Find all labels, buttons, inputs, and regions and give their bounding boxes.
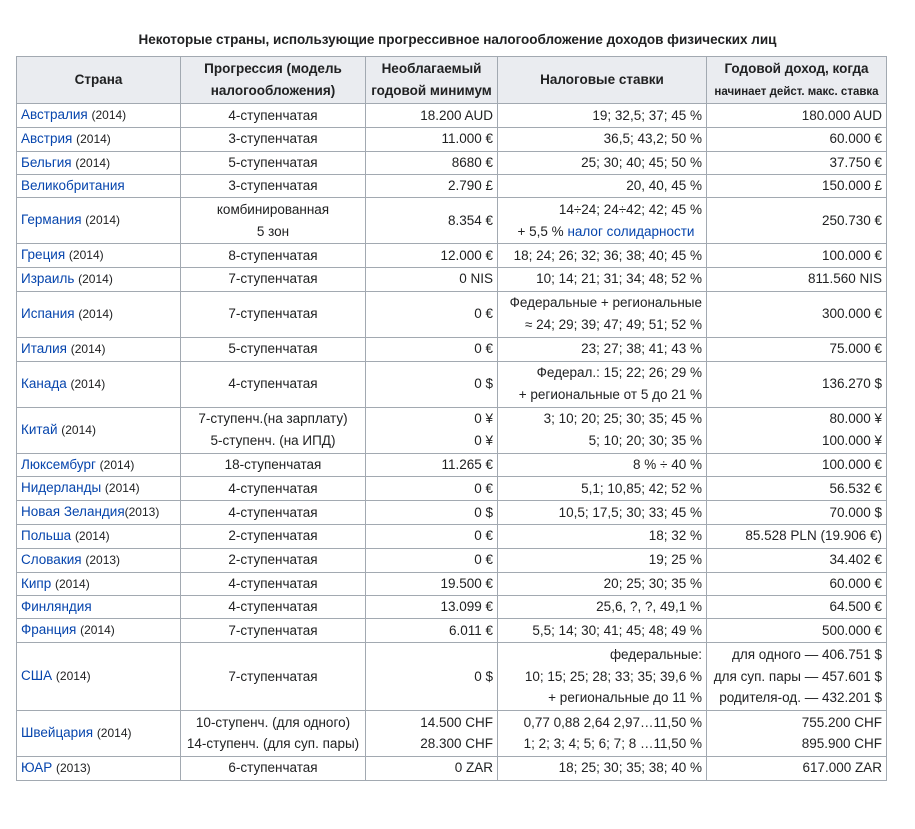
table-row: [17, 572, 887, 596]
rates-cell-line: 5; 10; 20; 30; 35 %: [588, 433, 702, 449]
minimum-cell-line: 0 ¥: [474, 411, 493, 427]
progression-cell-line: 2-ступенчатая: [228, 552, 318, 568]
minimum-cell: [366, 596, 498, 619]
country-cell: [17, 407, 181, 453]
year-label: (2014): [96, 726, 132, 741]
income-cell: [707, 104, 887, 128]
income-cell-line: 64.500 €: [829, 599, 882, 615]
rates-cell-line: ≈ 24; 29; 39; 47; 49; 51; 52 %: [524, 317, 702, 333]
year-label: (2014): [75, 155, 111, 170]
income-cell: [707, 710, 887, 756]
table-row: [17, 198, 887, 244]
minimum-cell-line: 0 €: [474, 528, 493, 544]
table-row: [17, 244, 887, 268]
income-cell-line: для одного — 406.751 $: [731, 646, 882, 662]
income-cell-line: 895.900 CHF: [801, 736, 882, 752]
country-link[interactable]: ЮАР: [21, 759, 53, 775]
income-cell: [707, 642, 887, 710]
table-row: [17, 337, 887, 361]
rates-cell: [498, 596, 707, 619]
header-progression[interactable]: Прогрессия (модель налогообложения): [181, 57, 366, 104]
country-link[interactable]: Германия: [21, 212, 82, 228]
table-row: [17, 524, 887, 548]
progression-cell: [181, 127, 366, 151]
rates-cell: [498, 548, 707, 572]
country-cell: [17, 501, 181, 525]
minimum-cell-line: 19.500 €: [440, 576, 493, 592]
rates-cell-line: 19; 32,5; 37; 45 %: [592, 107, 702, 123]
table-caption: Некоторые страны, использующие прогрессивное налогообложение доходов физических лиц: [138, 32, 777, 47]
rates-cell: [498, 267, 707, 291]
progression-cell-line: 3-ступенчатая: [228, 178, 318, 194]
table-row: [17, 756, 887, 780]
progression-cell-line: 4-ступенчатая: [228, 480, 318, 496]
income-cell-line: 755.200 CHF: [801, 714, 882, 730]
year-label: (2014): [68, 248, 104, 263]
progression-cell: [181, 104, 366, 128]
minimum-cell-line: 0 €: [474, 552, 493, 568]
country-cell: [17, 548, 181, 572]
minimum-cell-line: 0 NIS: [459, 271, 493, 287]
minimum-cell-line: 0 €: [474, 306, 493, 322]
rates-cell-line: 10,5; 17,5; 30; 33; 45 %: [558, 504, 702, 520]
income-cell-line: 70.000 $: [829, 504, 882, 520]
rates-cell-line: 25; 30; 40; 45; 50 %: [581, 155, 702, 171]
year-label: (2014): [74, 528, 110, 543]
minimum-cell: [366, 548, 498, 572]
rates-cell-line: + региональные от 5 до 21 %: [518, 387, 702, 403]
table-row: [17, 619, 887, 643]
progression-cell-line: 7-ступенчатая: [228, 271, 318, 287]
year-label: (2014): [70, 376, 106, 391]
country-link[interactable]: Китай: [21, 421, 58, 437]
minimum-cell: [366, 267, 498, 291]
income-cell-line: 180.000 AUD: [801, 107, 882, 123]
table-row: [17, 501, 887, 525]
minimum-cell: [366, 104, 498, 128]
rates-cell-line: 5,5; 14; 30; 41; 45; 48; 49 %: [532, 622, 702, 638]
progression-cell: [181, 267, 366, 291]
minimum-cell-line: 0 ¥: [474, 433, 493, 449]
progression-cell-line: 3-ступенчатая: [228, 131, 318, 147]
progression-cell-line: 7-ступенчатая: [228, 306, 318, 322]
progression-cell: [181, 407, 366, 453]
rates-cell: [498, 619, 707, 643]
rates-cell-line: 5,1; 10,85; 42; 52 %: [581, 480, 702, 496]
minimum-cell-line: 8.354 €: [447, 212, 493, 228]
rates-cell-line: 18; 32 %: [648, 528, 702, 544]
country-link[interactable]: Новая Зеландия: [21, 504, 125, 520]
income-cell-line: 75.000 €: [829, 341, 882, 357]
income-cell: [707, 596, 887, 619]
minimum-cell-line: 11.265 €: [441, 457, 493, 473]
income-cell: [707, 198, 887, 244]
income-cell: [707, 151, 887, 175]
header-rates[interactable]: Налоговые ставки: [498, 57, 707, 104]
table-row: [17, 151, 887, 175]
income-cell-line: 56.532 €: [829, 480, 882, 496]
progression-cell-line: 5 зон: [256, 223, 290, 239]
minimum-cell-line: 2.790 £: [447, 178, 493, 194]
header-row: [17, 57, 887, 104]
progression-cell-line: 4-ступенчатая: [228, 504, 318, 520]
country-link[interactable]: Австрия: [21, 130, 73, 146]
table-row: [17, 407, 887, 453]
country-cell: [17, 151, 181, 175]
rates-cell-line: 3; 10; 20; 25; 30; 35; 45 %: [543, 411, 702, 427]
progression-cell: [181, 619, 366, 643]
country-cell: [17, 453, 181, 477]
progression-cell: [181, 151, 366, 175]
table-row: [17, 477, 887, 501]
year-label: (2014): [70, 341, 106, 356]
minimum-cell-line: 18.200 AUD: [420, 107, 493, 123]
rates-cell-line: 18; 25; 30; 35; 38; 40 %: [558, 760, 702, 776]
table-row: [17, 291, 887, 337]
progression-cell-line: 14-ступенч. (для суп. пары): [186, 736, 360, 752]
minimum-cell-line: 0 $: [474, 668, 493, 684]
income-cell-line: 100.000 ¥: [821, 433, 882, 449]
table-row: [17, 642, 887, 710]
progression-cell: [181, 477, 366, 501]
country-link[interactable]: США: [21, 668, 53, 684]
minimum-cell-line: 0 €: [474, 480, 493, 496]
rates-cell: [498, 477, 707, 501]
rates-cell: [498, 361, 707, 407]
rates-cell: [498, 244, 707, 268]
rates-cell: [498, 175, 707, 198]
progression-cell: [181, 337, 366, 361]
rates-cell-line: 8 % ÷ 40 %: [633, 457, 702, 473]
income-cell-line: 500.000 €: [821, 622, 882, 638]
country-cell: [17, 524, 181, 548]
income-cell-line: 300.000 €: [821, 306, 882, 322]
minimum-cell: [366, 524, 498, 548]
country-cell: [17, 642, 181, 710]
progression-cell-line: 4-ступенчатая: [228, 376, 318, 392]
minimum-cell-line: 11.000 €: [441, 131, 493, 147]
minimum-cell-line: 12.000 €: [440, 247, 493, 263]
country-link[interactable]: Люксембург: [21, 456, 96, 472]
rates-cell: [498, 104, 707, 128]
progression-cell: [181, 524, 366, 548]
minimum-cell: [366, 244, 498, 268]
country-cell: [17, 477, 181, 501]
progression-cell-line: 7-ступенч.(на зарплату): [198, 411, 348, 427]
year-label: (2014): [80, 623, 115, 638]
income-cell-line: 34.402 €: [829, 552, 882, 568]
rates-cell-line: 36,5; 43,2; 50 %: [603, 131, 702, 147]
income-cell: [707, 477, 887, 501]
progression-cell: [181, 756, 366, 780]
minimum-cell: [366, 127, 498, 151]
progression-cell-line: комбинированная: [216, 201, 330, 217]
minimum-cell: [366, 756, 498, 780]
year-label: (2014): [91, 108, 127, 122]
rates-cell-line: 1; 2; 3; 4; 5; 6; 7; 8 …11,50 %: [523, 736, 702, 752]
rates-cell-line: 0,77 0,88 2,64 2,97…11,50 %: [523, 714, 702, 730]
rates-extra-prefix: + 5,5 %: [517, 223, 568, 239]
minimum-cell: [366, 642, 498, 710]
minimum-cell: [366, 175, 498, 198]
year-label: (2014): [76, 131, 111, 146]
minimum-cell: [366, 572, 498, 596]
header-country[interactable]: Страна: [17, 57, 181, 104]
country-link[interactable]: Испания: [21, 305, 75, 321]
progression-cell: [181, 291, 366, 337]
minimum-cell-line: 13.099 €: [440, 599, 493, 615]
country-link[interactable]: Канада: [21, 375, 67, 391]
row-separator: [130, 146, 168, 148]
rates-cell: [498, 127, 707, 151]
minimum-cell-line: 0 ZAR: [454, 760, 493, 776]
rates-cell-line: 10; 15; 25; 28; 33; 35; 39,6 %: [524, 668, 702, 684]
rates-cell-line: + региональные до 11 %: [548, 690, 702, 706]
rates-cell: [498, 572, 707, 596]
country-cell: [17, 175, 181, 198]
table-row: [17, 104, 887, 128]
rates-cell: [498, 524, 707, 548]
progression-cell: [181, 361, 366, 407]
progression-cell: [181, 453, 366, 477]
progression-cell-line: 5-ступенчатая: [228, 155, 318, 171]
country-cell: [17, 619, 181, 643]
income-cell: [707, 524, 887, 548]
header-income[interactable]: Годовой доход, когда начинает дейст. макс. ставка: [707, 57, 887, 104]
country-cell: [17, 596, 181, 619]
minimum-cell-line: 28.300 CHF: [420, 736, 493, 752]
header-minimum[interactable]: Необлагаемый годовой минимум: [366, 57, 498, 104]
rates-cell: [498, 710, 707, 756]
country-cell: [17, 104, 181, 128]
country-link[interactable]: Финляндия: [21, 599, 92, 615]
year-label: (2013): [124, 505, 160, 520]
income-cell: [707, 361, 887, 407]
rates-cell: [498, 642, 707, 710]
table-row: [17, 710, 887, 756]
rates-cell: [498, 337, 707, 361]
minimum-cell: [366, 151, 498, 175]
rates-cell-line: 25,6, ?, ?, 49,1 %: [596, 599, 702, 615]
table-row: [17, 175, 887, 198]
minimum-cell-line: 14.500 CHF: [420, 714, 493, 730]
year-label: (2014): [61, 422, 96, 437]
minimum-cell: [366, 291, 498, 337]
income-cell: [707, 453, 887, 477]
minimum-cell: [366, 619, 498, 643]
income-cell-line: 60.000 €: [829, 131, 882, 147]
table-row: [17, 361, 887, 407]
rates-cell: [498, 756, 707, 780]
income-cell-line: для суп. пары — 457.601 $: [713, 668, 882, 684]
country-link[interactable]: Польша: [21, 527, 72, 543]
country-link[interactable]: Греция: [21, 247, 66, 263]
minimum-cell-line: 8680 €: [451, 155, 493, 171]
income-cell-line: 60.000 €: [829, 576, 882, 592]
rates-cell-line: Федеральные + региональные: [509, 295, 702, 311]
country-link[interactable]: Кипр: [21, 575, 52, 591]
year-label: (2014): [99, 457, 135, 472]
income-cell-line: 100.000 €: [821, 457, 882, 473]
progression-cell: [181, 175, 366, 198]
minimum-cell-line: 6.011 €: [448, 622, 493, 638]
income-cell: [707, 267, 887, 291]
progression-cell: [181, 244, 366, 268]
progression-cell: [181, 596, 366, 619]
income-cell-line: 37.750 €: [829, 155, 882, 171]
rates-cell-line: 20; 25; 30; 35 %: [603, 576, 702, 592]
country-cell: [17, 244, 181, 268]
table-row: [17, 596, 887, 619]
income-cell-line: 250.730 €: [821, 212, 882, 228]
country-cell: [17, 198, 181, 244]
year-label: (2014): [78, 306, 114, 321]
income-cell: [707, 244, 887, 268]
income-cell: [707, 572, 887, 596]
rates-cell-line: 19; 25 %: [648, 552, 702, 568]
country-cell: [17, 361, 181, 407]
progression-cell-line: 6-ступенчатая: [228, 760, 318, 776]
minimum-cell: [366, 501, 498, 525]
table-row: [17, 453, 887, 477]
country-link[interactable]: Австралия: [21, 107, 88, 122]
tax-table: [16, 56, 887, 781]
minimum-cell: [366, 477, 498, 501]
income-cell: [707, 407, 887, 453]
income-cell: [707, 175, 887, 198]
income-cell: [707, 501, 887, 525]
rates-cell-line: 20, 40, 45 %: [626, 178, 702, 194]
progression-cell-line: 8-ступенчатая: [228, 247, 318, 263]
rates-cell: [498, 453, 707, 477]
minimum-cell: [366, 407, 498, 453]
progression-cell-line: 5-ступенчатая: [228, 341, 318, 357]
progression-cell-line: 7-ступенчатая: [228, 622, 318, 638]
country-link[interactable]: Словакия: [21, 551, 82, 567]
income-cell: [707, 619, 887, 643]
year-label: (2014): [85, 213, 120, 228]
minimum-cell: [366, 361, 498, 407]
year-label: (2013): [55, 760, 91, 775]
rates-cell: [498, 198, 707, 244]
country-link[interactable]: Великобритания: [21, 178, 125, 194]
income-cell-line: 80.000 ¥: [829, 411, 882, 427]
minimum-cell-line: 0 €: [474, 341, 493, 357]
progression-cell-line: 4-ступенчатая: [228, 576, 318, 592]
country-link[interactable]: Нидерланды: [21, 480, 102, 496]
country-link[interactable]: Франция: [21, 622, 77, 638]
minimum-cell: [366, 337, 498, 361]
minimum-cell: [366, 198, 498, 244]
progression-cell: [181, 198, 366, 244]
rates-cell-line: 18; 24; 26; 32; 36; 38; 40; 45 %: [513, 247, 702, 263]
income-cell-line: родителя-од. — 432.201 $: [719, 690, 882, 706]
country-cell: [17, 710, 181, 756]
table-row: [17, 267, 887, 291]
rates-cell-line: федеральные:: [609, 646, 702, 662]
income-cell: [707, 291, 887, 337]
progression-cell-line: 10-ступенч. (для одного): [195, 714, 351, 730]
country-cell: [17, 291, 181, 337]
rates-cell-line: 10; 14; 21; 31; 34; 48; 52 %: [536, 271, 702, 287]
progression-cell: [181, 548, 366, 572]
progression-cell-line: 7-ступенчатая: [228, 668, 318, 684]
rates-cell-line: Федерал.: 15; 22; 26; 29 %: [536, 365, 702, 381]
progression-cell: [181, 642, 366, 710]
income-cell: [707, 756, 887, 780]
progression-cell-line: 2-ступенчатая: [228, 528, 318, 544]
rates-cell: [498, 407, 707, 453]
progression-cell-line: 5-ступенч. (на ИПД): [210, 433, 336, 449]
progression-cell: [181, 501, 366, 525]
minimum-cell-line: 0 $: [474, 376, 493, 392]
income-cell-line: 150.000 £: [821, 178, 882, 194]
income-cell-line: 811.560 NIS: [807, 271, 882, 287]
country-cell: [17, 572, 181, 596]
country-link[interactable]: Италия: [21, 340, 67, 356]
year-label: (2014): [104, 481, 140, 496]
progression-cell-line: 18-ступенчатая: [224, 457, 322, 473]
table-row: [17, 548, 887, 572]
year-label: (2014): [55, 576, 90, 591]
country-cell: [17, 337, 181, 361]
country-cell: [17, 267, 181, 291]
year-label: (2013): [85, 552, 121, 567]
income-cell: [707, 337, 887, 361]
income-cell: [707, 127, 887, 151]
country-link[interactable]: Бельгия: [21, 154, 72, 170]
progression-cell-line: 4-ступенчатая: [228, 107, 318, 123]
minimum-cell: [366, 710, 498, 756]
rates-cell: [498, 151, 707, 175]
income-cell-line: 617.000 ZAR: [802, 760, 882, 776]
rates-cell: [498, 291, 707, 337]
income-cell-line: 100.000 €: [821, 247, 882, 263]
rates-cell-line: 23; 27; 38; 41; 43 %: [581, 341, 702, 357]
country-link[interactable]: Израиль: [21, 270, 75, 286]
income-cell-line: 85.528 PLN (19.906 €): [745, 528, 882, 544]
year-label: (2014): [78, 271, 113, 286]
minimum-cell: [366, 453, 498, 477]
progression-cell-line: 4-ступенчатая: [228, 599, 318, 615]
income-cell-line: 136.270 $: [821, 376, 882, 392]
progression-cell: [181, 710, 366, 756]
minimum-cell-line: 0 $: [474, 504, 493, 520]
solidarity-tax-link[interactable]: налог солидарности: [567, 223, 695, 239]
income-cell: [707, 548, 887, 572]
rates-cell: [498, 501, 707, 525]
country-cell: [17, 756, 181, 780]
country-link[interactable]: Швейцария: [21, 725, 94, 741]
year-label: (2014): [55, 669, 91, 684]
rates-cell-line: 14÷24; 24÷42; 42; 45 %: [558, 201, 702, 217]
progression-cell: [181, 572, 366, 596]
